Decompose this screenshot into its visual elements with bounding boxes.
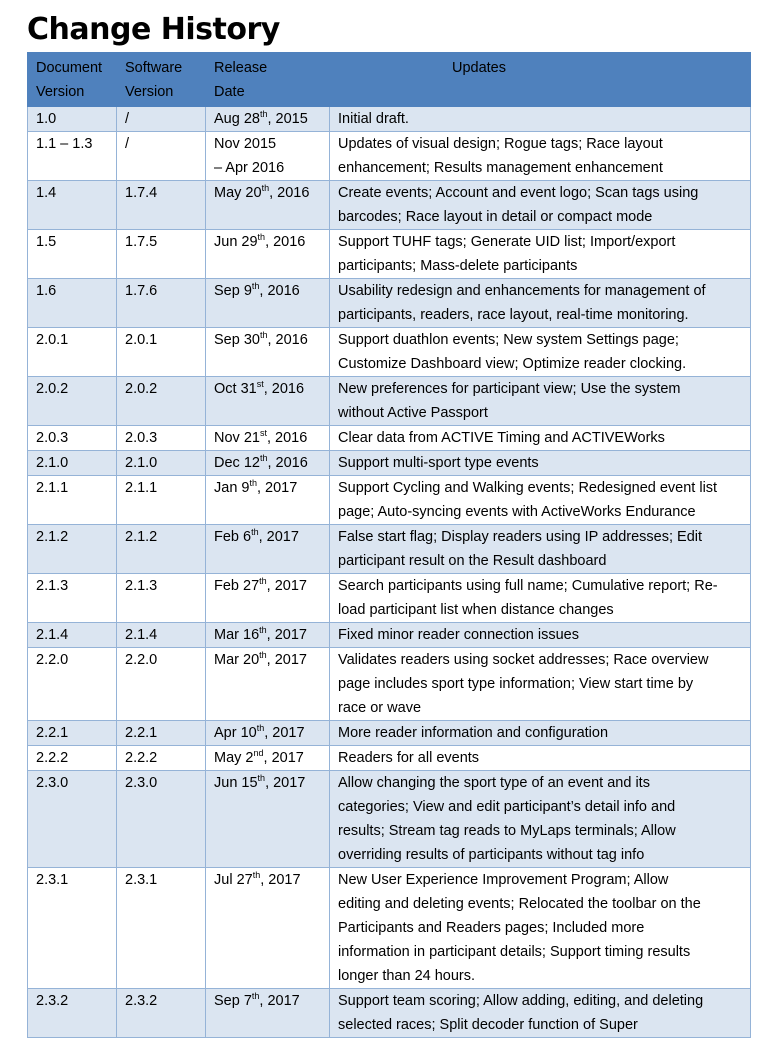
release-date-year: , 2017 [258, 529, 299, 545]
software-version-cell: 2.0.1 [117, 328, 206, 377]
ordinal-suffix: th [251, 281, 260, 292]
header-software-version [117, 53, 206, 107]
release-date-year: , 2017 [264, 725, 305, 741]
release-date-cell [206, 451, 330, 476]
table-row [28, 648, 751, 721]
updates-line: selected races; Split decoder function of Super [338, 1017, 638, 1033]
updates-cell [330, 623, 751, 648]
release-date-year: , 2017 [263, 750, 304, 766]
release-date-year: , 2017 [265, 775, 306, 791]
updates-line: information in participant details; Support timing results [338, 944, 691, 960]
document-version-cell: 2.3.2 [28, 989, 117, 1038]
release-date-cell [206, 623, 330, 648]
updates-line: Support TUHF tags; Generate UID list; Import/export [338, 234, 676, 250]
updates-line: Clear data from ACTIVE Timing and ACTIVEWorks [338, 430, 665, 446]
table-row [28, 230, 751, 279]
ordinal-suffix: th [259, 109, 268, 120]
table-row [28, 451, 751, 476]
updates-line: editing and deleting events; Relocated the toolbar on the [338, 896, 701, 912]
release-date-line [214, 132, 321, 156]
software-version-cell: 2.1.2 [117, 525, 206, 574]
software-version-cell: 2.2.2 [117, 746, 206, 771]
release-date-line [214, 451, 321, 475]
release-date-cell [206, 525, 330, 574]
release-date-year: , 2017 [266, 578, 307, 594]
release-date-day: Jul 27 [214, 872, 253, 888]
table-row [28, 574, 751, 623]
release-date-year: , 2017 [266, 627, 307, 643]
updates-line: longer than 24 hours. [338, 968, 476, 984]
updates-line: page includes sport type information; View start time by [338, 676, 694, 692]
software-version-cell: 2.1.3 [117, 574, 206, 623]
table-row [28, 476, 751, 525]
updates-line: results; Stream tag reads to MyLaps terminals; Allow [338, 823, 676, 839]
header-line: Version [125, 84, 174, 100]
table-row [28, 525, 751, 574]
release-date-cell [206, 181, 330, 230]
software-version-cell: / [117, 107, 206, 132]
header-updates: Updates [330, 53, 751, 107]
document-version-cell: 2.0.1 [28, 328, 117, 377]
release-date-day: Apr 10 [214, 725, 257, 741]
release-date-cell [206, 476, 330, 525]
release-date-line [214, 648, 321, 672]
updates-cell [330, 107, 751, 132]
release-date-year: , 2016 [265, 234, 306, 250]
release-date-day: May 20 [214, 185, 262, 201]
updates-line: New preferences for participant view; Use the system [338, 381, 681, 397]
release-date-line [214, 230, 321, 254]
ordinal-suffix: th [259, 453, 268, 464]
ordinal-suffix: th [251, 991, 260, 1002]
document-version-cell: 2.2.2 [28, 746, 117, 771]
release-date-line [214, 426, 321, 450]
release-date-day: Aug 28 [214, 111, 260, 127]
updates-cell [330, 721, 751, 746]
updates-cell [330, 574, 751, 623]
updates-line: participant result on the Result dashboard [338, 553, 607, 569]
release-date-cell [206, 648, 330, 721]
header-line: Release [214, 60, 268, 76]
release-date-line [214, 525, 321, 549]
release-date-year: , 2016 [263, 381, 305, 397]
table-row [28, 426, 751, 451]
release-date-day: May 2 [214, 750, 254, 766]
release-date-cell [206, 574, 330, 623]
table-row [28, 328, 751, 377]
updates-line: Usability redesign and enhancements for management of [338, 283, 706, 299]
release-date-cell [206, 328, 330, 377]
updates-line: Participants and Readers pages; Included more [338, 920, 645, 936]
release-date-day: Sep 9 [214, 283, 252, 299]
software-version-cell: 1.7.5 [117, 230, 206, 279]
table-row [28, 721, 751, 746]
document-version-cell: 2.1.2 [28, 525, 117, 574]
updates-line: overriding results of participants without tag info [338, 847, 645, 863]
page-title: Change History [27, 12, 280, 47]
release-date-line [214, 156, 321, 180]
software-version-cell: 2.2.1 [117, 721, 206, 746]
header-release-date [206, 53, 330, 107]
document-version-cell: 2.2.0 [28, 648, 117, 721]
updates-line: Support multi-sport type events [338, 455, 539, 471]
software-version-cell: 2.0.3 [117, 426, 206, 451]
release-date-day: Feb 6 [214, 529, 252, 545]
document-version-cell: 2.3.0 [28, 771, 117, 868]
document-version-cell: 1.4 [28, 181, 117, 230]
ordinal-suffix: nd [253, 748, 264, 759]
ordinal-suffix: th [257, 773, 266, 784]
ordinal-suffix: th [256, 723, 265, 734]
document-version-cell: 2.1.4 [28, 623, 117, 648]
release-date-day: Oct 31 [214, 381, 257, 397]
release-date-year: , 2017 [257, 480, 298, 496]
updates-cell [330, 525, 751, 574]
release-date-year: , 2016 [269, 185, 310, 201]
software-version-cell: 2.1.1 [117, 476, 206, 525]
release-date-day: Mar 16 [214, 627, 260, 643]
table-row [28, 868, 751, 989]
release-date-cell [206, 132, 330, 181]
release-date-cell [206, 426, 330, 451]
updates-cell [330, 476, 751, 525]
updates-line: participants; Mass-delete participants [338, 258, 578, 274]
document-version-cell: 2.0.2 [28, 377, 117, 426]
ordinal-suffix: th [249, 478, 257, 489]
updates-line: Readers for all events [338, 750, 480, 766]
release-date-cell [206, 771, 330, 868]
release-date-line [214, 476, 321, 500]
release-date-line [214, 771, 321, 795]
updates-line: race or wave [338, 700, 422, 716]
updates-line: Fixed minor reader connection issues [338, 627, 579, 643]
updates-cell [330, 181, 751, 230]
release-date-year: , 2017 [266, 652, 307, 668]
software-version-cell: 2.1.4 [117, 623, 206, 648]
updates-line: participants, readers, race layout, real-time monitoring. [338, 307, 689, 323]
updates-cell [330, 989, 751, 1038]
ordinal-suffix: th [252, 870, 261, 881]
table-row [28, 989, 751, 1038]
table-row [28, 377, 751, 426]
table-row [28, 771, 751, 868]
document-version-cell: 1.0 [28, 107, 117, 132]
updates-cell [330, 230, 751, 279]
ordinal-suffix: st [256, 379, 264, 390]
updates-cell [330, 279, 751, 328]
document-version-cell: 1.6 [28, 279, 117, 328]
document-version-cell: 1.5 [28, 230, 117, 279]
release-date-cell [206, 989, 330, 1038]
release-date-day: Sep 30 [214, 332, 260, 348]
updates-cell [330, 328, 751, 377]
release-date-year: , 2017 [259, 993, 300, 1009]
updates-line: barcodes; Race layout in detail or compact mode [338, 209, 653, 225]
software-version-cell: 1.7.6 [117, 279, 206, 328]
document-version-cell: 2.1.3 [28, 574, 117, 623]
updates-line: Create events; Account and event logo; Scan tags using [338, 185, 699, 201]
document-version-cell: 1.1 – 1.3 [28, 132, 117, 181]
updates-line: False start flag; Display readers using IP addresses; Edit [338, 529, 703, 545]
release-date-day: Jan 9 [214, 480, 250, 496]
release-date-day: Nov 21 [214, 430, 260, 446]
header-document-version [28, 53, 117, 107]
updates-cell [330, 746, 751, 771]
ordinal-suffix: th [259, 330, 268, 341]
release-date-year: , 2016 [266, 430, 308, 446]
release-date-day: Mar 20 [214, 652, 260, 668]
release-date-cell [206, 721, 330, 746]
updates-line: enhancement; Results management enhancement [338, 160, 663, 176]
release-date-cell [206, 279, 330, 328]
updates-line: New User Experience Improvement Program; Allow [338, 872, 669, 888]
document-version-cell: 2.1.1 [28, 476, 117, 525]
release-date-day: Nov 2015 [214, 136, 277, 152]
header-line: Version [36, 84, 85, 100]
updates-cell [330, 451, 751, 476]
document-version-cell: 2.3.1 [28, 868, 117, 989]
release-date-line [214, 746, 321, 770]
updates-line: Support duathlon events; New system Settings page; [338, 332, 679, 348]
release-date-line [214, 989, 321, 1013]
release-date-line [214, 328, 321, 352]
release-date-day: Jun 15 [214, 775, 258, 791]
release-date-year: , 2016 [259, 283, 300, 299]
ordinal-suffix: th [257, 232, 266, 243]
release-date-line [214, 181, 321, 205]
release-date-day: – Apr 2016 [214, 160, 285, 176]
software-version-cell: 2.0.2 [117, 377, 206, 426]
updates-line: Customize Dashboard view; Optimize reader clocking. [338, 356, 687, 372]
release-date-day: Jun 29 [214, 234, 258, 250]
updates-line: More reader information and configuration [338, 725, 609, 741]
release-date-year: , 2017 [260, 872, 301, 888]
ordinal-suffix: th [259, 576, 267, 587]
release-date-line [214, 107, 321, 131]
updates-line: without Active Passport [338, 405, 488, 421]
release-date-line [214, 279, 321, 303]
updates-line: Support team scoring; Allow adding, editing, and deleting [338, 993, 704, 1009]
software-version-cell: 2.3.1 [117, 868, 206, 989]
software-version-cell: 2.1.0 [117, 451, 206, 476]
updates-line: load participant list when distance changes [338, 602, 614, 618]
ordinal-suffix: th [261, 183, 270, 194]
change-history-table [27, 52, 751, 1038]
release-date-cell [206, 746, 330, 771]
updates-cell [330, 377, 751, 426]
software-version-cell: / [117, 132, 206, 181]
table-row [28, 181, 751, 230]
release-date-cell [206, 377, 330, 426]
header-row [28, 53, 751, 107]
release-date-year: , 2016 [267, 332, 308, 348]
table-row [28, 279, 751, 328]
updates-line: categories; View and edit participant’s detail info and [338, 799, 676, 815]
updates-line: Validates readers using socket addresses; Race overview [338, 652, 709, 668]
updates-line: Initial draft. [338, 111, 409, 127]
release-date-line [214, 868, 321, 892]
table-row [28, 132, 751, 181]
release-date-cell [206, 107, 330, 132]
updates-line: page; Auto-syncing events with ActiveWorks Endurance [338, 504, 696, 520]
ordinal-suffix: th [251, 527, 259, 538]
updates-cell [330, 771, 751, 868]
software-version-cell: 2.2.0 [117, 648, 206, 721]
updates-line: Allow changing the sport type of an event and its [338, 775, 650, 791]
release-date-line [214, 377, 321, 401]
updates-line: Updates of visual design; Rogue tags; Race layout [338, 136, 663, 152]
ordinal-suffix: th [259, 650, 267, 661]
release-date-line [214, 623, 321, 647]
release-date-year: , 2015 [267, 111, 308, 127]
table-row [28, 623, 751, 648]
software-version-cell: 2.3.2 [117, 989, 206, 1038]
release-date-cell [206, 868, 330, 989]
document-version-cell: 2.2.1 [28, 721, 117, 746]
ordinal-suffix: st [259, 428, 267, 439]
updates-cell [330, 426, 751, 451]
release-date-day: Feb 27 [214, 578, 260, 594]
updates-cell [330, 132, 751, 181]
software-version-cell: 2.3.0 [117, 771, 206, 868]
header-line: Software [125, 60, 183, 76]
updates-cell [330, 868, 751, 989]
header-line: Document [36, 60, 103, 76]
release-date-line [214, 574, 321, 598]
release-date-day: Dec 12 [214, 455, 260, 471]
release-date-day: Sep 7 [214, 993, 252, 1009]
document-version-cell: 2.0.3 [28, 426, 117, 451]
table-row [28, 107, 751, 132]
header-line: Date [214, 84, 245, 100]
release-date-line [214, 721, 321, 745]
updates-line: Search participants using full name; Cumulative report; Re- [338, 578, 718, 594]
updates-cell [330, 648, 751, 721]
release-date-year: , 2016 [267, 455, 308, 471]
updates-line: Support Cycling and Walking events; Redesigned event list [338, 480, 718, 496]
software-version-cell: 1.7.4 [117, 181, 206, 230]
document-version-cell: 2.1.0 [28, 451, 117, 476]
ordinal-suffix: th [259, 625, 267, 636]
table-row [28, 746, 751, 771]
release-date-cell [206, 230, 330, 279]
